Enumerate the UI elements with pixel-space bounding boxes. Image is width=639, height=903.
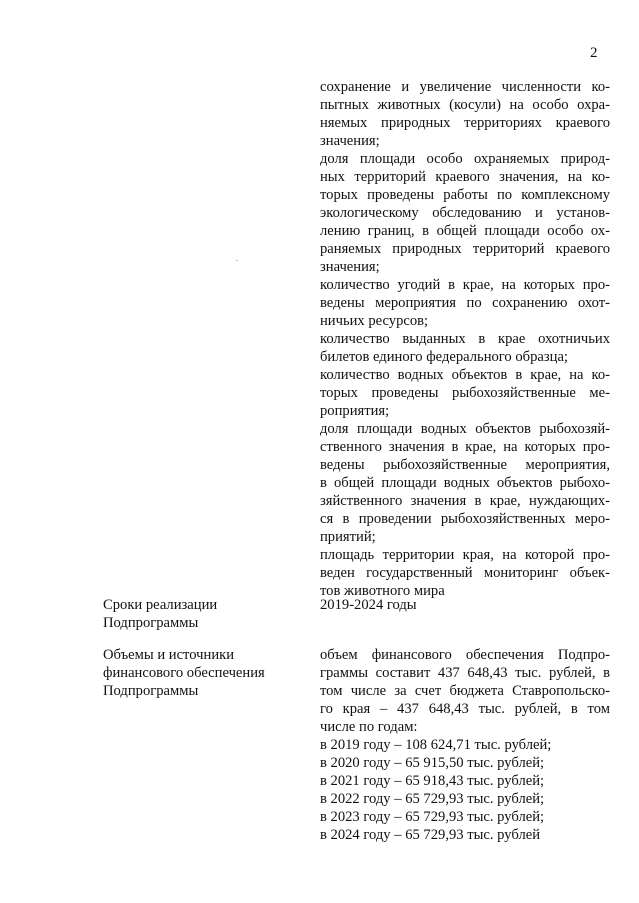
indicator-line: ведены рыбохозяйственные мероприятия, xyxy=(320,457,610,473)
timeline-label-line: Подпрограммы xyxy=(103,615,199,631)
financing-value-line: объем финансового обеспечения Подпро- xyxy=(320,647,610,663)
indicator-line: няемых природных территориях краевого xyxy=(320,115,610,131)
indicator-line: раняемых природных территорий краевого xyxy=(320,241,610,257)
indicator-line: доля площади особо охраняемых природ- xyxy=(320,151,610,167)
indicators-text-block xyxy=(320,78,610,600)
financing-label-line: финансового обеспечения xyxy=(103,665,265,681)
financing-value-line: том числе за счет бюджета Ставропольско- xyxy=(320,683,610,699)
financing-value-block xyxy=(320,646,610,844)
indicator-line: торых проведены рыбохозяйственные ме- xyxy=(320,385,610,401)
financing-value-line: числе по годам: xyxy=(320,719,418,735)
financing-value-line: в 2024 году – 65 729,93 тыс. рублей xyxy=(320,827,541,843)
financing-value-line: в 2023 году – 65 729,93 тыс. рублей; xyxy=(320,809,545,825)
indicator-line: экологическому обследованию и установ- xyxy=(320,205,610,221)
indicator-line: доля площади водных объектов рыбохозяй- xyxy=(320,421,610,437)
financing-value-line: го края – 437 648,43 тыс. рублей, в том xyxy=(320,701,610,717)
financing-value-line: в 2020 году – 65 915,50 тыс. рублей; xyxy=(320,755,545,771)
indicator-line: сохранение и увеличение численности ко- xyxy=(320,79,610,95)
financing-label xyxy=(103,646,303,700)
indicator-line: количество угодий в крае, на которых про- xyxy=(320,277,610,293)
indicator-line: пытных животных (косули) на особо охра- xyxy=(320,97,610,113)
indicator-line: веден государственный мониторинг объек- xyxy=(320,565,610,581)
financing-value-line: в 2022 году – 65 729,93 тыс. рублей; xyxy=(320,791,545,807)
indicator-line: ничьих ресурсов; xyxy=(320,313,429,329)
timeline-label xyxy=(103,596,303,632)
financing-label-line: Объемы и источники xyxy=(103,647,235,663)
scan-speck xyxy=(236,260,238,261)
indicator-line: ведены мероприятия по сохранению охот- xyxy=(320,295,610,311)
indicator-line: значения; xyxy=(320,259,380,275)
indicator-line: роприятия; xyxy=(320,403,390,419)
indicator-line: в общей площади водных объектов рыбохо- xyxy=(320,475,610,491)
indicator-line: билетов единого федерального образца; xyxy=(320,349,568,365)
indicator-line: ных территорий краевого значения, на ко- xyxy=(320,169,610,185)
indicator-line: торых проведены работы по комплексному xyxy=(320,187,610,203)
indicator-line: приятий; xyxy=(320,529,376,545)
financing-label-line: Подпрограммы xyxy=(103,683,199,699)
indicator-line: лению границ, в общей площади особо ох- xyxy=(320,223,610,239)
indicator-line: ственного значения в крае, на которых про- xyxy=(320,439,610,455)
financing-value-line: в 2019 году – 108 624,71 тыс. рублей; xyxy=(320,737,552,753)
indicator-line: ся в проведении рыбохозяйственных меро- xyxy=(320,511,610,527)
financing-value-line: в 2021 году – 65 918,43 тыс. рублей; xyxy=(320,773,545,789)
indicator-line: площадь территории края, на которой про- xyxy=(320,547,610,563)
indicator-line: количество водных объектов в крае, на ко- xyxy=(320,367,610,383)
indicator-line: тов животного мира xyxy=(320,583,445,599)
timeline-value: 2019-2024 годы xyxy=(320,597,417,613)
indicator-line: количество выданных в крае охотничьих xyxy=(320,331,610,347)
timeline-label-line: Сроки реализации xyxy=(103,597,218,613)
timeline-value-block xyxy=(320,596,610,614)
indicator-line: значения; xyxy=(320,133,380,149)
page-number: 2 xyxy=(590,45,598,61)
indicator-line: зяйственного значения в крае, нуждающих- xyxy=(320,493,610,509)
financing-value-line: граммы составит 437 648,43 тыс. рублей, в xyxy=(320,665,610,681)
